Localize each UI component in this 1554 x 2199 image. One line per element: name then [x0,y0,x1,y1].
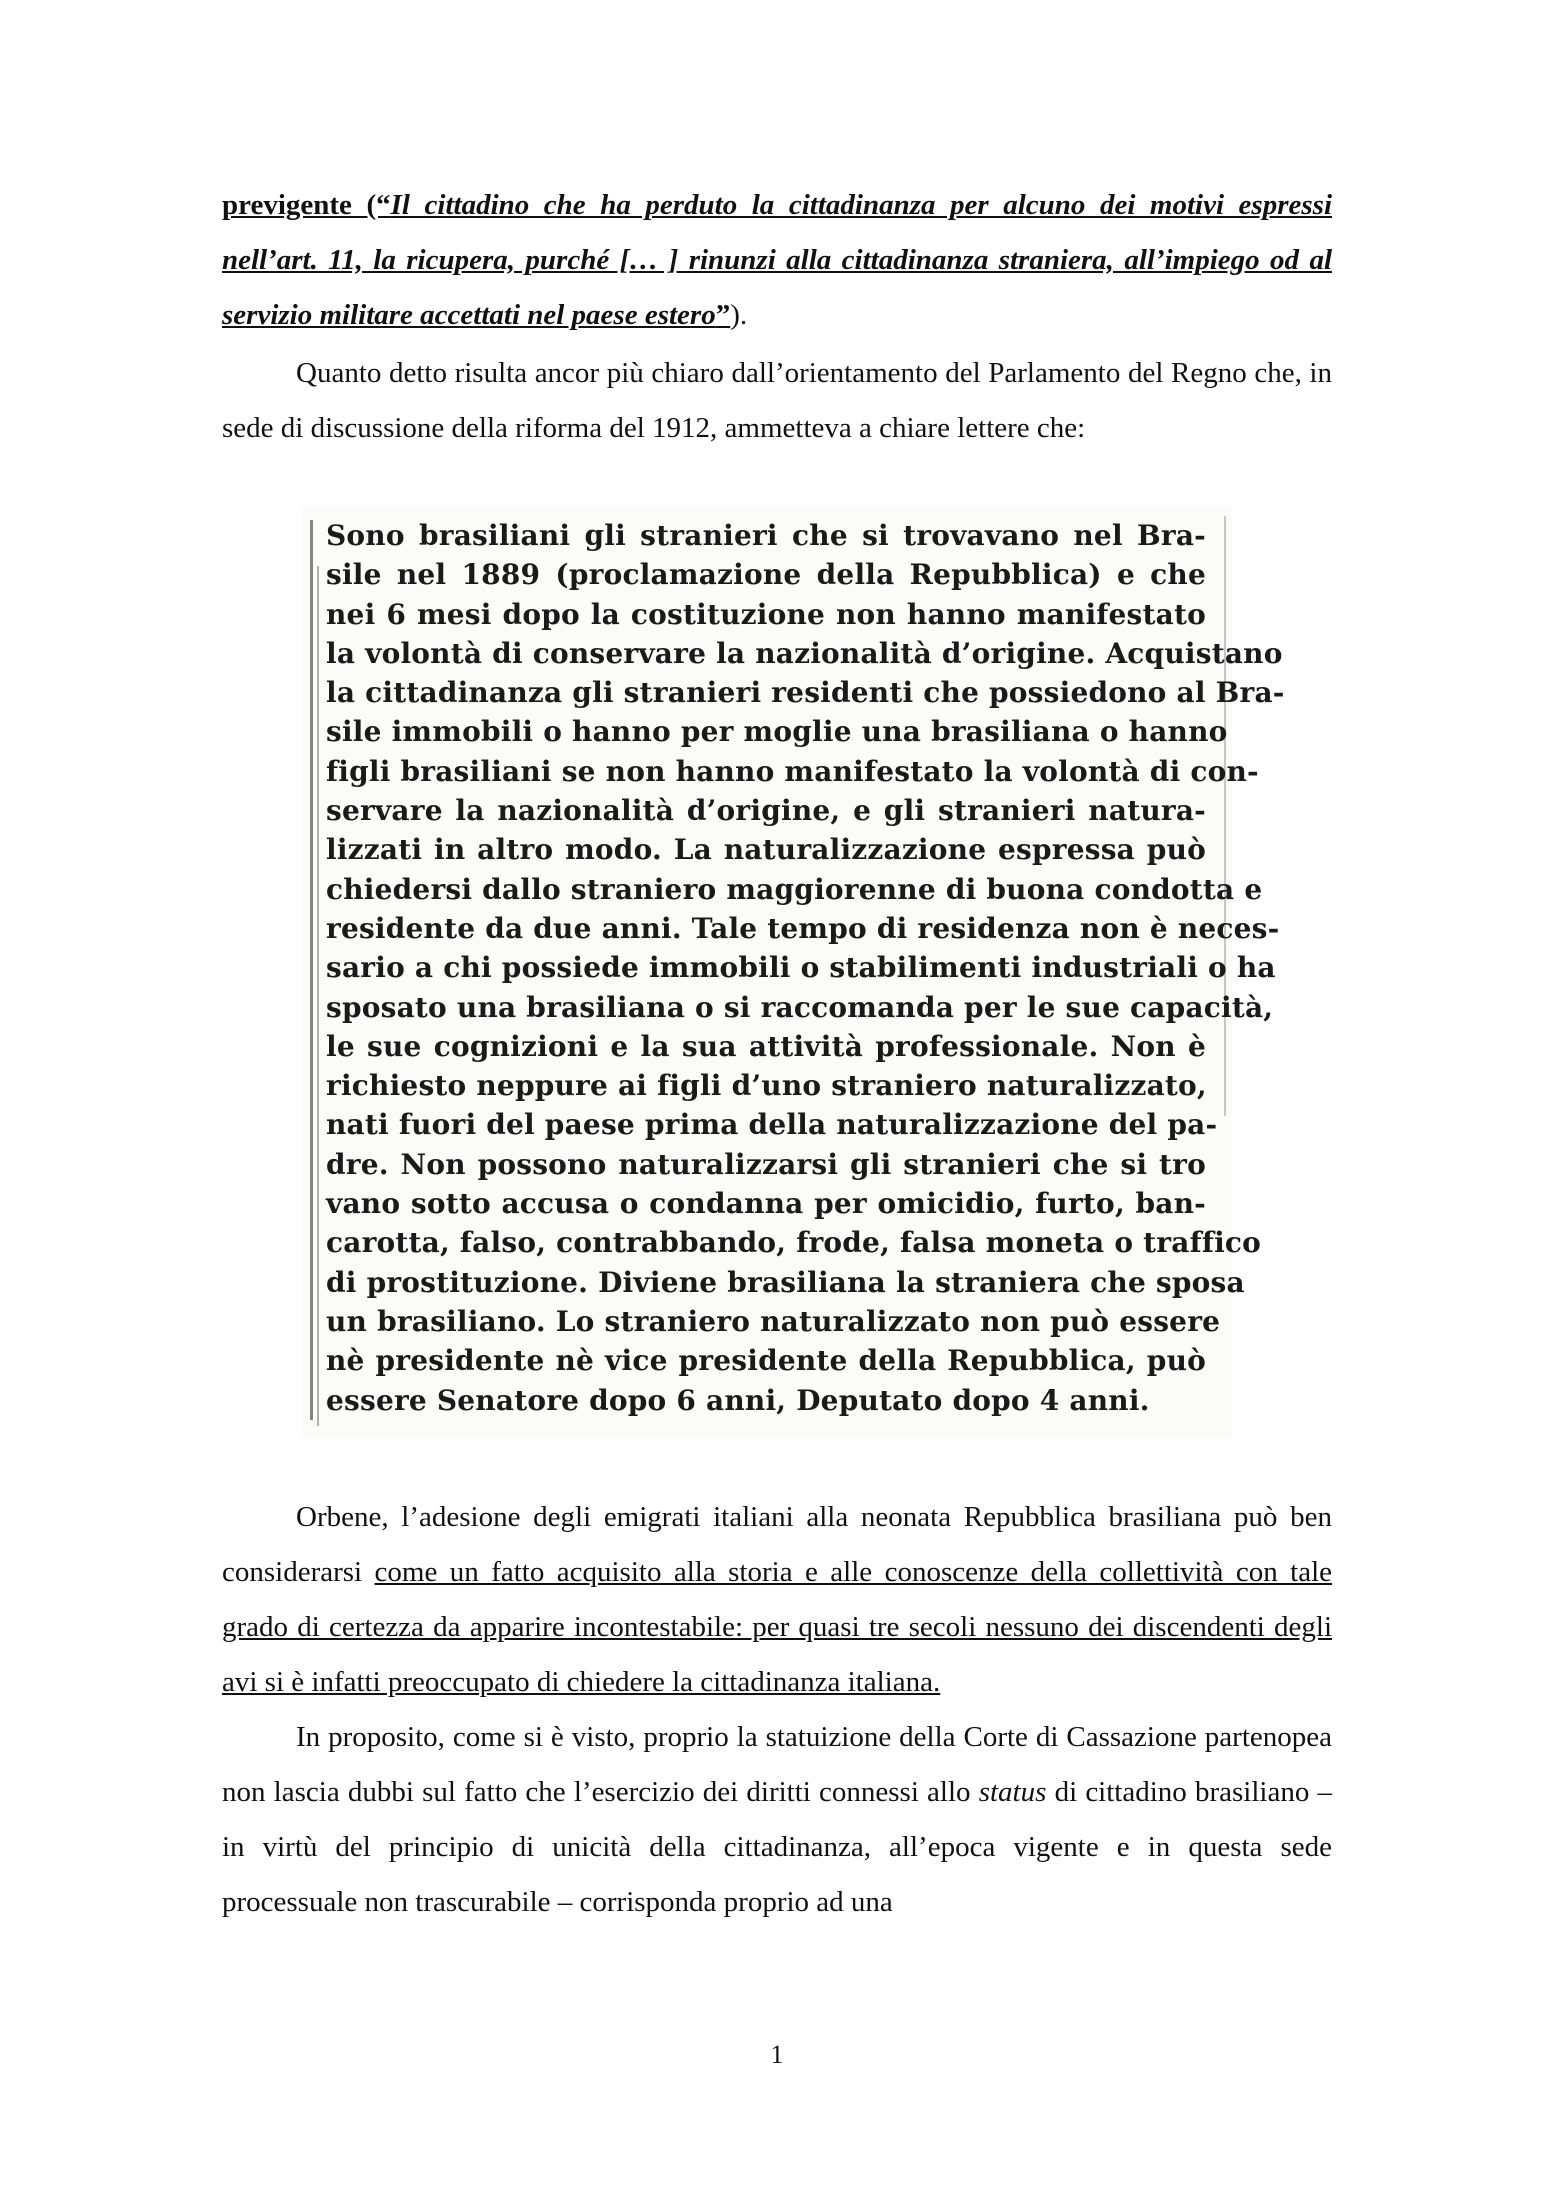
scan-line: sile immobili o hanno per moglie una brasiliana o hanno [326,715,1228,749]
quote-close: ” [715,299,731,331]
paragraph-text: In proposito, come si è visto, proprio la statuizione della Corte di Cassazione partenopea non lascia dubbi sul fatto che l’esercizio dei diritti connessi allo [222,1721,1332,1808]
scan-line: figli brasiliani se non hanno manifestato la volontà di con- [326,754,1259,788]
scan-line: essere Senatore dopo 6 anni, Deputato dopo 4 anni. [326,1383,1150,1417]
scan-line: di prostituzione. Diviene brasiliana la straniera che sposa [326,1265,1245,1299]
paragraph-quote-law [222,178,1332,343]
scan-line: residente da due anni. Tale tempo di residenza non è neces- [326,911,1280,945]
scan-border-line [317,566,319,1426]
scan-line: un brasiliano. Lo straniero naturalizzato non può essere [326,1304,1221,1338]
scan-line: servare la nazionalità d’origine, e gli stranieri natura- [326,794,1206,828]
scan-line: le sue cognizioni e la sua attività professionale. Non è [326,1029,1206,1063]
scan-line: vano sotto accusa o condanna per omicidio, furto, ban- [326,1187,1206,1221]
paragraph-text: Orbene, l’adesione degli emigrati italiani alla neonata Repubblica brasiliana può ben considerarsi [222,1501,1332,1588]
paragraph-cassation [222,1710,1332,1930]
law-quote: Il cittadino che ha perduto la cittadinanza per alcuno dei motivi espressi nell’art. 11, la ricupera, purché [… ] rinunzi alla cittadinanza straniera, all’impiego od al servizio militare accettati nel paese estero [222,189,1332,331]
scan-border-line [1224,516,1226,1116]
scan-line: nei 6 mesi dopo la costituzione non hanno manifestato [326,597,1206,631]
scan-line: carotta, falso, contrabbando, frode, falsa moneta o traffico [326,1226,1262,1260]
scan-line: sposato una brasiliana o si raccomanda per le sue capacità, [326,990,1274,1024]
paragraph-adhesion [222,1490,1332,1710]
scan-line: nati fuori del paese prima della naturalizzazione del pa- [326,1108,1218,1142]
scanned-excerpt-text [326,516,1285,1420]
paragraph-text: di cittadino brasiliano – in virtù del principio di unicità della cittadinanza, all’epoca vigente e in questa sede processuale non trascurabile – corrisponda proprio ad una [222,1776,1332,1918]
paragraph-lead: previgente (“ [222,189,391,221]
scan-line: la volontà di conservare la nazionalità d’origine. Acquistano [326,636,1283,670]
scan-line: chiedersi dallo straniero maggiorenne di buona condotta e [326,872,1263,906]
scan-line: la cittadinanza gli stranieri residenti che possiedono al Bra- [326,676,1285,710]
scan-line: richiesto neppure ai figli d’uno straniero naturalizzato, [326,1069,1207,1103]
scan-line: sile nel 1889 (proclamazione della Repubblica) e che [326,558,1206,592]
italic-term: status [978,1776,1047,1808]
scan-line: dre. Non possono naturalizzarsi gli stranieri che si tro [326,1147,1206,1181]
paragraph-end: ). [730,299,748,331]
underlined-text: come un fatto acquisito alla storia e alle conoscenze della collettività con tale grado di certezza da apparire incontestabile: per quasi tre secoli nessuno dei discendenti degli avi si è infatti preoccupato di chiedere la cittadinanza italiana. [222,1556,1332,1698]
scan-line: nè presidente nè vice presidente della Repubblica, può [326,1344,1206,1378]
scan-border-line [310,520,313,1420]
scanned-excerpt-image [302,506,1285,1438]
scan-line: sario a chi possiede immobili o stabilimenti industriali o ha [326,951,1276,985]
paragraph-parliament: Quanto detto risulta ancor più chiaro dall’orientamento del Parlamento del Regno che, in sede di discussione della riforma del 1912, ammetteva a chiare lettere che: [222,357,1332,444]
page-number: 1 [770,2040,784,2069]
scan-line: lizzati in altro modo. La naturalizzazione espressa può [326,833,1206,867]
scan-line: Sono brasiliani gli stranieri che si trovavano nel Bra- [326,519,1206,552]
